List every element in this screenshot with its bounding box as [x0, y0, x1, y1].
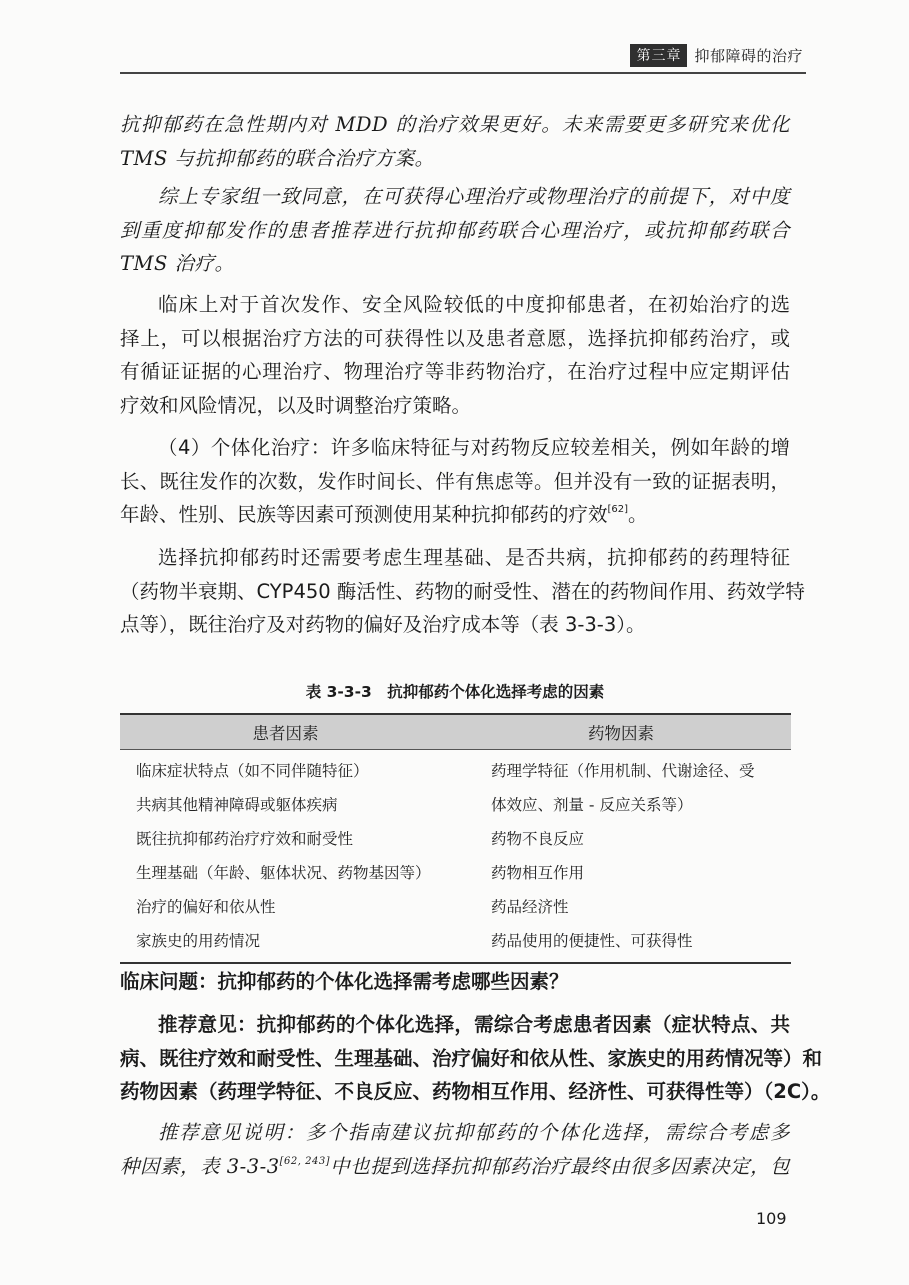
- column-header-drug: 药物因素: [451, 714, 791, 750]
- table-row: [120, 792, 791, 826]
- table-row: [120, 750, 791, 793]
- text-line: TMS 治疗。: [120, 252, 235, 275]
- text-line: 选择抗抑郁药时还需要考虑生理基础、是否共病，抗抑郁药的药理特征: [158, 546, 790, 569]
- factors-table: [120, 713, 791, 964]
- table-row: [120, 894, 791, 928]
- text-line: TMS 与抗抑郁药的联合治疗方案。: [120, 146, 435, 170]
- paragraph-1: [120, 108, 790, 175]
- table-cell: 既往抗抑郁药治疗疗效和耐受性: [136, 830, 354, 848]
- paragraph-3: [120, 288, 790, 422]
- page-number: 109: [756, 1209, 787, 1228]
- text-line: 有循证证据的心理治疗、物理治疗等非药物治疗，在治疗过程中应定期评估: [120, 360, 790, 383]
- text-line: 推荐意见：抗抑郁药的个体化选择，需综合考虑患者因素（症状特点、共: [158, 1013, 790, 1036]
- text-segment: 年龄、性别、民族等因素可预测使用某种抗抑郁药的疗效: [120, 503, 608, 526]
- text-line: 临床问题：抗抑郁药的个体化选择需考虑哪些因素？: [120, 970, 569, 993]
- chapter-title: 抑郁障碍的治疗: [694, 47, 803, 65]
- text-line: 长、既往发作的次数，发作时间长、伴有焦虑等。但并没有一致的证据表明，: [120, 469, 790, 493]
- paragraph-4: [120, 431, 790, 532]
- table-row: [120, 860, 791, 894]
- text-line: 择上，可以根据治疗方法的可获得性以及患者意愿，选择抗抑郁药治疗，或: [120, 326, 790, 350]
- recommendation-explanation: [120, 1116, 790, 1183]
- text-line: （药物半衰期、CYP450 酶活性、药物的耐受性、潜在的药物间作用、药效学特: [120, 579, 805, 603]
- paragraph-5: [120, 541, 805, 642]
- table-row: [120, 928, 791, 963]
- chapter-badge: 第三章: [630, 44, 687, 67]
- text-line-with-citation: [120, 498, 790, 532]
- table-cell: 体效应、剂量 - 反应关系等）: [491, 796, 693, 814]
- text-segment: 。: [628, 503, 648, 526]
- citation: [62, 243]: [279, 1155, 331, 1167]
- clinical-question: [120, 965, 790, 999]
- table-cell: 治疗的偏好和依从性: [136, 898, 276, 916]
- text-line: 综上专家组一致同意，在可获得心理治疗或物理治疗的前提下，对中度: [158, 185, 790, 208]
- table-cell: 生理基础（年龄、躯体状况、药物基因等）: [136, 864, 431, 882]
- text-line: （4）个体化治疗：许多临床特征与对药物反应较差相关，例如年龄的增: [158, 436, 790, 459]
- paragraph-2: [120, 180, 790, 281]
- text-line: 疗效和风险情况，以及时调整治疗策略。: [120, 393, 472, 417]
- table-cell: 药理学特征（作用机制、代谢途径、受: [491, 762, 755, 780]
- recommendation: [120, 1008, 831, 1109]
- text-line-with-citation: [120, 1150, 790, 1184]
- text-segment: 种因素，表 3-3-3: [120, 1154, 280, 1178]
- table-cell: 药物不良反应: [491, 830, 585, 848]
- text-line: 抗抑郁药在急性期内对 MDD 的治疗效果更好。未来需要更多研究来优化: [120, 113, 790, 136]
- table-header-row: [120, 714, 791, 750]
- table-cell: 家族史的用药情况: [120, 928, 451, 963]
- table-cell: 药品经济性: [491, 898, 569, 916]
- text-line: 推荐意见说明：多个指南建议抗抑郁药的个体化选择，需综合考虑多: [158, 1121, 790, 1144]
- table-cell: 药物相互作用: [491, 864, 585, 882]
- table-cell: 药品使用的便捷性、可获得性: [451, 928, 791, 963]
- citation: [62]: [607, 504, 629, 515]
- table-cell: 共病其他精神障碍或躯体疾病: [136, 796, 338, 814]
- column-header-patient: 患者因素: [120, 714, 451, 750]
- table-caption: 表 3-3-3 抗抑郁药个体化选择考虑的因素: [305, 683, 605, 701]
- text-line: 病、既往疗效和耐受性、生理基础、治疗偏好和依从性、家族史的用药情况等）和: [120, 1046, 823, 1070]
- running-header: [630, 44, 803, 67]
- table-row: [120, 826, 791, 860]
- table-cell: 临床症状特点（如不同伴随特征）: [136, 762, 369, 780]
- text-segment: 中也提到选择抗抑郁药治疗最终由很多因素决定，包: [330, 1154, 791, 1178]
- text-line: 临床上对于首次发作、安全风险较低的中度抑郁患者，在初始治疗的选: [158, 293, 790, 316]
- text-line: 药物因素（药理学特征、不良反应、药物相互作用、经济性、可获得性等）（2C）。: [120, 1080, 831, 1103]
- header-rule: [120, 72, 806, 74]
- text-line: 到重度抑郁发作的患者推荐进行抗抑郁药联合心理治疗，或抗抑郁药联合: [120, 218, 790, 242]
- text-line: 点等），既往治疗及对药物的偏好及治疗成本等（表 3-3-3）。: [120, 613, 646, 636]
